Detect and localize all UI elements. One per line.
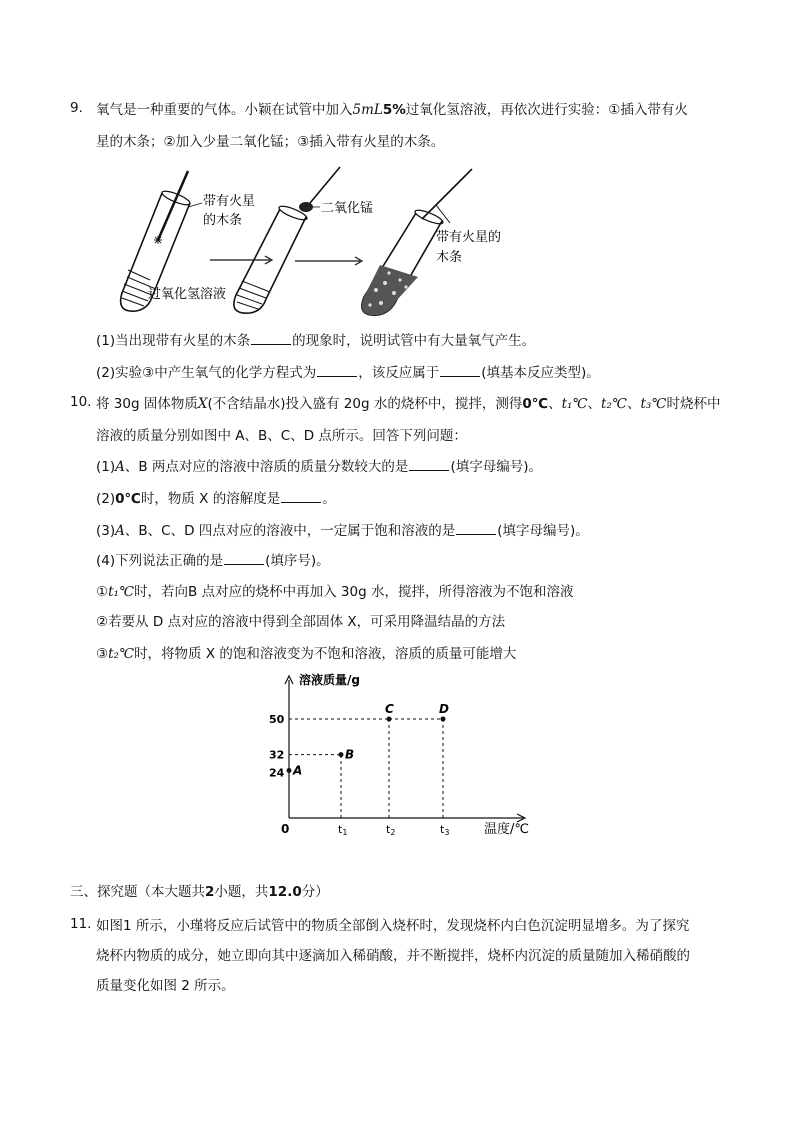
question-9-sub-1 [96, 330, 535, 351]
q10-sub4-text: 下列说法正确的是 [115, 553, 224, 569]
q10-text: (不含结晶水)投入盛有 20g 水的烧杯中，搅拌，测得 [207, 396, 523, 412]
point-label-B: B [345, 747, 355, 762]
test-tube-2 [234, 167, 340, 313]
q10-text: 时烧杯中 [666, 396, 721, 412]
question-count: 2 [205, 884, 215, 900]
q9-sub2-text: ，该反应属于 [358, 365, 440, 381]
sub-question-mark: (4) [96, 553, 116, 569]
label-mno2: 二氧化锰 [321, 201, 374, 216]
test-tube-figure [100, 165, 520, 320]
question-10-sub-3 [96, 520, 589, 541]
question-11-line-2: 烧杯内物质的成分，她立即向其中逐滴加入稀硝酸，并不断搅拌，烧杯内沉淀的质量随加入稀硝酸的 [96, 948, 690, 964]
answer-blank[interactable] [440, 362, 480, 377]
q9-text: 插入带有火星的木条。 [309, 134, 445, 150]
q10-sub2-text: 时，物质 X 的溶解度是 [140, 491, 281, 507]
label-splint-2-line1: 带有火星的 [436, 230, 502, 245]
question-9-sub-2 [96, 362, 600, 383]
q9-text: 过氧化氢溶液，再依次进行实验： [405, 102, 609, 118]
sub-question-mark: (1) [96, 333, 116, 349]
circled-number: ① [608, 102, 621, 118]
label-h2o2-solution: 过氧化氢溶液 [148, 287, 227, 302]
question-9-line-1 [96, 100, 688, 120]
section-title-text: 三、探究题（本大题共 [70, 884, 205, 900]
section-title-text: 小题，共 [214, 884, 269, 900]
q9-sub2-text: 中产生氧气的化学方程式为 [154, 365, 317, 381]
q9-text: 加入少量二氧化锰； [175, 134, 298, 150]
option-1-text: 时，若向B 点对应的烧杯中再加入 30g 水，搅拌，所得溶液为不饱和溶液 [134, 584, 574, 600]
question-10-sub-2 [96, 488, 336, 509]
q10-text: 将 30g 固体物质 [96, 396, 198, 412]
point-a-ref: A [115, 523, 125, 539]
question-10-sub-1 [96, 456, 542, 477]
spark-icon [154, 236, 162, 244]
q10-sub1-text: (填字母编号)。 [450, 459, 542, 475]
option-3-text: 时，将物质 X 的饱和溶液变为不饱和溶液，溶质的质量可能增大 [134, 646, 517, 662]
q10-sub3-text: (填字母编号)。 [497, 523, 589, 539]
circled-number: ① [96, 584, 109, 600]
x-tick-label-t3: t3 [440, 823, 450, 837]
question-10-sub-4 [96, 550, 330, 571]
question-11-number: 11. [70, 916, 92, 932]
answer-blank[interactable] [409, 456, 449, 471]
solution-mass-chart [255, 668, 545, 843]
q10-x: X [197, 396, 208, 412]
label-splint-1-line1: 带有火星 [203, 194, 256, 209]
spoon-handle [310, 167, 340, 203]
y-tick-label-50: 50 [269, 713, 285, 726]
data-point-A [287, 768, 292, 773]
question-10-line-1: 将 30g 固体物质X(不含结晶水)投入盛有 20g 水的烧杯中，搅拌，测得0℃、t₁℃、t₂℃、t₃℃时烧杯中 [96, 396, 721, 412]
question-9-line-2 [96, 132, 444, 152]
wooden-splint [158, 171, 188, 240]
temp-t3: t₃℃ [640, 396, 667, 412]
point-label-D: D [439, 702, 449, 716]
label-splint-2-line2: 木条 [436, 250, 463, 265]
q9-sub2-text: 实验 [115, 365, 143, 381]
option-2 [96, 612, 505, 632]
temp-t2: t₂℃ [108, 646, 135, 662]
x-tick-label-t1: t1 [338, 823, 348, 837]
q9-amount: 5mL [352, 102, 383, 118]
temp-t2: t₂℃ [601, 396, 627, 412]
mno2-powder [299, 202, 313, 212]
answer-blank[interactable] [251, 330, 291, 345]
q9-text: 插入带有火 [620, 102, 688, 118]
section-3-title [70, 882, 329, 902]
answer-blank[interactable] [224, 550, 264, 565]
circled-number: ② [163, 134, 176, 150]
option-3 [96, 644, 516, 664]
answer-blank[interactable] [456, 520, 496, 535]
section-title-text: 分） [301, 884, 329, 900]
wooden-splint [422, 169, 472, 219]
answer-blank[interactable] [281, 488, 321, 503]
y-tick-label-32: 32 [269, 748, 285, 762]
circled-number: ② [96, 614, 109, 630]
temp-t1: t₁℃ [108, 584, 135, 600]
answer-blank[interactable] [317, 362, 357, 377]
q10-sub3-text: 、B、C、D 四点对应的溶液中，一定属于饱和溶液的是 [124, 523, 456, 539]
question-9-number: 9. [70, 100, 83, 116]
data-point-B [339, 752, 344, 757]
sub-question-mark: (3) [96, 523, 116, 539]
pointer-line [436, 205, 450, 223]
option-1 [96, 582, 573, 602]
temp-t1: t₁℃ [561, 396, 588, 412]
q9-percent: 5% [382, 102, 406, 118]
q9-text: 星的木条； [96, 134, 164, 150]
option-2-text: 若要从 D 点对应的溶液中得到全部固体 X，可采用降温结晶的方法 [108, 614, 506, 630]
q9-sub1-text: 当出现带有火星的木条 [115, 333, 251, 349]
question-11-line-1: 如图1 所示，小瑾将反应后试管中的物质全部倒入烧杯时，发现烧杯内白色沉淀明显增多。为了探究 [96, 918, 690, 934]
data-point-D [441, 717, 446, 722]
point-label-A: A [293, 763, 303, 778]
y-axis-label: 溶液质量/g [299, 673, 360, 687]
label-splint-1-line2: 的木条 [203, 213, 243, 228]
temp-0: 0℃ [115, 491, 141, 507]
circled-number: ③ [96, 646, 109, 662]
q9-text: 氧气是一种重要的气体。小颖在试管中加入 [96, 102, 353, 118]
q9-sub1-text: 的现象时，说明试管中有大量氧气产生。 [292, 333, 536, 349]
q10-sub1-text: 、B 两点对应的溶液中溶质的质量分数较大的是 [124, 459, 409, 475]
q10-sub2-text: 。 [322, 491, 336, 507]
question-10-line-2: 溶液的质量分别如图中 A、B、C、D 点所示。回答下列问题： [96, 428, 467, 444]
point-a-ref: A [115, 459, 125, 475]
q10-sub4-text: (填序号)。 [265, 553, 330, 569]
question-10-number: 10. [70, 394, 92, 410]
origin-label: 0 [281, 822, 290, 836]
sub-question-mark: (1) [96, 459, 116, 475]
x-tick-label-t2: t2 [386, 823, 396, 837]
point-label-C: C [385, 702, 394, 716]
section-score: 12.0 [268, 884, 302, 900]
temp-0: 0℃ [522, 396, 549, 412]
sub-question-mark: (2) [96, 365, 116, 381]
circled-number: ③ [142, 365, 155, 381]
y-tick-label-24: 24 [269, 766, 285, 780]
q9-sub2-text: (填基本反应类型)。 [481, 365, 600, 381]
sub-question-mark: (2) [96, 491, 116, 507]
question-11-line-3: 质量变化如图 2 所示。 [96, 978, 235, 994]
circled-number: ③ [297, 134, 310, 150]
x-axis-label: 温度/℃ [484, 822, 529, 837]
